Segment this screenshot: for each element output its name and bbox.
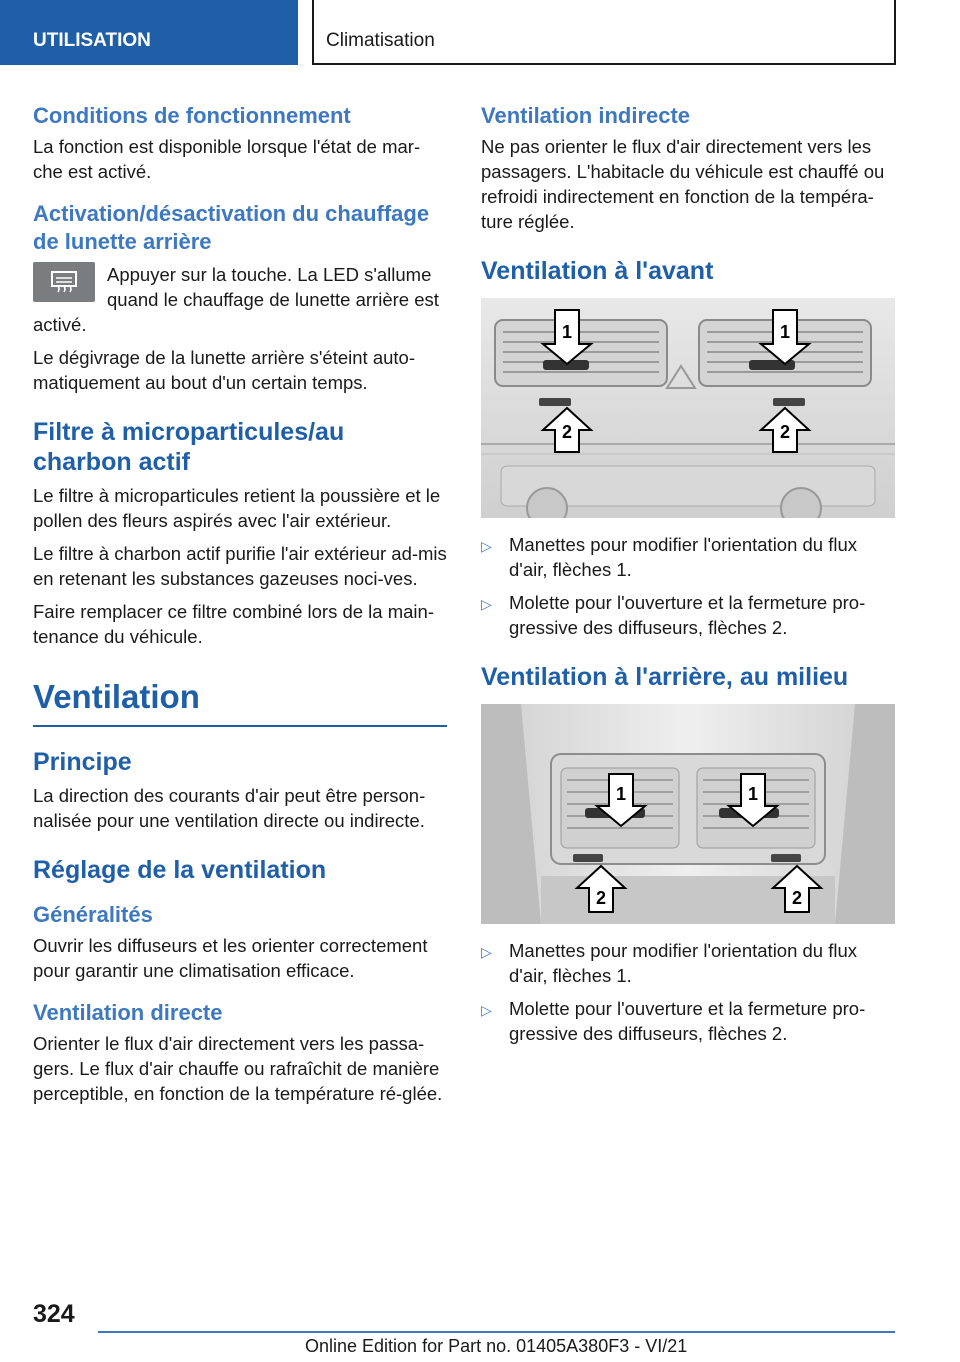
- front-arrow-1-label: 1: [779, 322, 791, 342]
- rear-arrow-2-label: 2: [595, 888, 607, 908]
- text-filtre-1: Le filtre à microparticules retient la poussière et le pollen des fleurs aspirés avec l'air extérieur.: [33, 485, 441, 531]
- heading-activation: Activation/désactivation du chauffage de lunette arrière: [33, 201, 430, 254]
- right-column: [481, 100, 895, 1054]
- rear-defrost-icon: [44, 269, 84, 295]
- list-item: ▷ Manettes pour modifier l'orientation du flux d'air, flèches 1.: [481, 534, 858, 580]
- heading-arriere: Ventilation à l'arrière, au milieu: [481, 663, 849, 691]
- chapter-label: Climatisation: [326, 30, 435, 51]
- bullet-triangle-icon: ▷: [481, 944, 492, 960]
- text-conditions: La fonction est disponible lorsque l'état de mar-che est activé.: [33, 136, 421, 182]
- list-item: ▷ Molette pour l'ouverture et la fermeture pro-gressive des diffuseurs, flèches 2.: [481, 998, 866, 1044]
- page-number: 324: [33, 1300, 75, 1328]
- text-activation-1: Appuyer sur la touche. La LED s'allume quand le chauffage de lunette arrière est activé.: [33, 264, 439, 335]
- heading-generalites: Généralités: [33, 902, 153, 927]
- text-activation-2: Le dégivrage de la lunette arrière s'éteint auto-matiquement au bout d'un certain temps.: [33, 347, 415, 393]
- list-item: ▷ Manettes pour modifier l'orientation du flux d'air, flèches 1.: [481, 940, 858, 986]
- rear-vents-illustration: [481, 704, 895, 924]
- text-principe: La direction des courants d'air peut être person-nalisée pour une ventilation directe ou indirecte.: [33, 785, 426, 831]
- rear-defrost-button: [33, 262, 95, 302]
- front-arrow-2-label: 2: [779, 422, 791, 442]
- heading-conditions: Conditions de fonctionnement: [33, 103, 351, 128]
- footer-edition: Online Edition for Part no. 01405A380F3 - VI/21: [305, 1336, 688, 1356]
- rear-arrow-1-label: 1: [615, 784, 627, 804]
- section-label: UTILISATION: [33, 30, 151, 51]
- front-arrow-2-label: 2: [561, 422, 573, 442]
- photo-rear-vents: [481, 704, 895, 924]
- text-filtre-3: Faire remplacer ce filtre combiné lors de la main-tenance du véhicule.: [33, 601, 434, 647]
- rear-vents-list: [481, 938, 895, 1046]
- bullet-triangle-icon: ▷: [481, 1002, 492, 1018]
- rear-arrow-1-label: 1: [747, 784, 759, 804]
- left-column: [33, 100, 447, 1114]
- defrost-instruction: [33, 262, 447, 337]
- photo-front-vents: [481, 298, 895, 518]
- section-tab: [0, 0, 298, 65]
- heading-principe: Principe: [33, 748, 132, 776]
- footer-divider: [98, 1331, 895, 1333]
- bullet-triangle-icon: ▷: [481, 538, 492, 554]
- heading-reglage: Réglage de la ventilation: [33, 856, 327, 884]
- heading-indirecte: Ventilation indirecte: [481, 103, 691, 128]
- text-filtre-2: Le filtre à charbon actif purifie l'air extérieur ad-mis en retenant les substances gazeuses noci-ves.: [33, 543, 447, 589]
- heading-directe: Ventilation directe: [33, 1000, 223, 1025]
- front-arrow-1-label: 1: [561, 322, 573, 342]
- chapter-header: [312, 0, 896, 65]
- list-item: ▷ Molette pour l'ouverture et la fermeture pro-gressive des diffuseurs, flèches 2.: [481, 592, 866, 638]
- heading-filtre: Filtre à microparticules/au charbon actif: [33, 418, 345, 476]
- bullet-triangle-icon: ▷: [481, 596, 492, 612]
- text-indirecte: Ne pas orienter le flux d'air directement vers les passagers. L'habitacle du véhicule est chauffé ou refroidi indirectement en fonction de la tempéra-ture réglée.: [481, 136, 885, 232]
- text-directe: Orienter le flux d'air directement vers les passa-gers. Le flux d'air chauffe ou rafraîchit de manière perceptible, en fonction de la température ré-glée.: [33, 1033, 443, 1104]
- rear-arrow-2-label: 2: [791, 888, 803, 908]
- front-vents-illustration: [481, 298, 895, 518]
- heading-ventilation: Ventilation: [33, 675, 447, 727]
- front-vents-list: [481, 532, 895, 640]
- heading-avant: Ventilation à l'avant: [481, 257, 714, 285]
- text-generalites: Ouvrir les diffuseurs et les orienter correctement pour garantir une climatisation efficace.: [33, 935, 428, 981]
